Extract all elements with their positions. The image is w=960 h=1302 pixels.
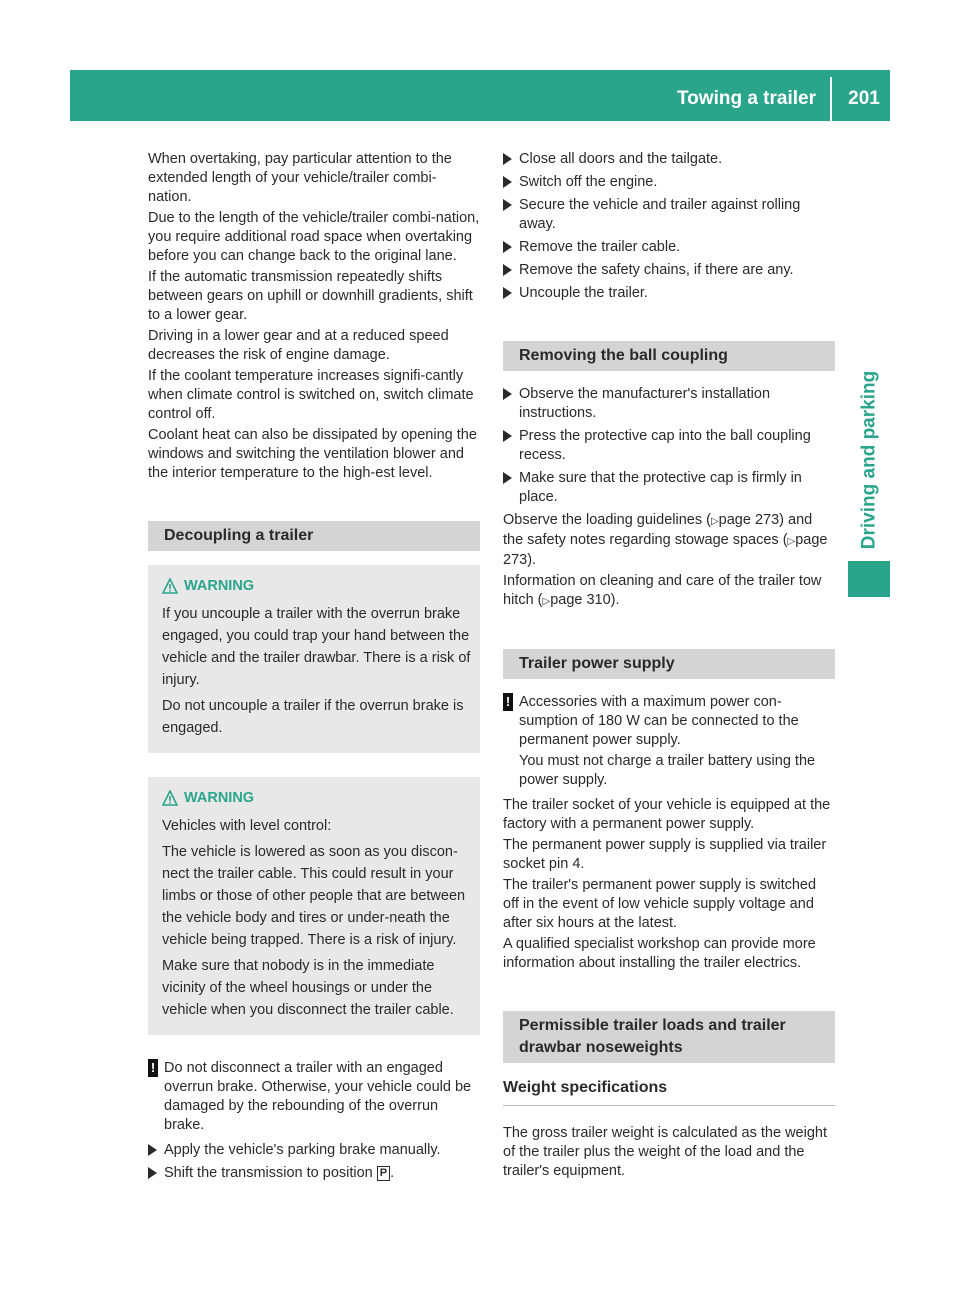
arrow-right-icon <box>503 430 512 442</box>
step-text: Remove the trailer cable. <box>519 239 681 255</box>
warning-box <box>148 565 480 753</box>
exclamation-icon: ! <box>148 1059 158 1077</box>
section-heading-decoupling: Decoupling a trailer <box>148 521 480 551</box>
paragraph: If the automatic transmission repeatedly shifts between gears on uphill or downhill gradients, shift to a lower gear. <box>148 269 473 323</box>
text: page 273) and the safety notes regarding stowage spaces ( <box>503 512 813 548</box>
warning-text: If you uncouple a trailer with the overrun brake engaged, you could trap your hand between the vehicle and the trailer drawbar. There is a risk of injury. <box>162 606 471 688</box>
warning-label: WARNING <box>184 578 255 594</box>
paragraph: Coolant heat can also be dissipated by opening the windows and switching the ventilation blower and the interior temperature to the high-est level. <box>148 427 477 481</box>
arrow-right-icon <box>148 1144 157 1156</box>
step-item <box>503 173 835 192</box>
arrow-right-icon <box>503 176 512 188</box>
step-text: Make sure that the protective cap is firmly in place. <box>519 470 802 505</box>
step-item <box>503 150 835 169</box>
step-item <box>503 427 835 465</box>
step-item <box>503 261 835 280</box>
notice-text: Do not disconnect a trailer with an engaged overrun brake. Otherwise, your vehicle could be damaged by the rebounding of the overrun brake. <box>164 1060 472 1133</box>
step-text: Switch off the engine. <box>519 174 658 190</box>
page-ref-arrow-icon: ▷ <box>787 536 796 547</box>
paragraph: When overtaking, pay particular attention to the extended length of your vehicle/trailer combi-nation. <box>148 151 452 205</box>
paragraph: The trailer's permanent power supply is switched off in the event of low vehicle supply voltage and after six hours at the latest. <box>503 877 817 931</box>
arrow-right-icon <box>503 264 512 276</box>
arrow-right-icon <box>503 472 512 484</box>
notice <box>148 1059 480 1135</box>
page-title: Towing a trailer <box>676 88 816 109</box>
notice-text: Accessories with a maximum power con-sumption of 180 W can be connected to the permanent power supply. <box>519 694 799 748</box>
paragraph: If the coolant temperature increases signifi-cantly when climate control is switched on, switch climate control off. <box>148 368 474 422</box>
step-text: Remove the safety chains, if there are any. <box>519 262 794 278</box>
page-ref-arrow-icon: ▷ <box>710 516 719 527</box>
warning-triangle-icon <box>162 578 178 594</box>
arrow-right-icon <box>503 199 512 211</box>
text: page 310). <box>550 592 620 608</box>
step-item <box>503 385 835 423</box>
section-heading-ball-coupling: Removing the ball coupling <box>503 341 835 371</box>
step-item: Shift the transmission to position P . <box>148 1164 480 1183</box>
arrow-right-icon <box>503 241 512 253</box>
step-item <box>503 469 835 507</box>
paragraph <box>503 511 835 570</box>
text: Information on cleaning and care of the trailer tow hitch ( <box>503 573 822 608</box>
step-text: Shift the transmission to position <box>164 1165 373 1181</box>
page-ref-arrow-icon: ▷ <box>542 596 551 607</box>
step-item <box>503 196 835 234</box>
arrow-right-icon <box>148 1167 157 1179</box>
warning-box <box>148 777 480 1035</box>
step-text: Observe the manufacturer's installation instructions. <box>519 386 771 421</box>
left-column <box>148 150 480 1187</box>
step-item <box>503 238 835 257</box>
paragraph <box>503 572 835 611</box>
side-tab-label: Driving and parking <box>858 370 880 550</box>
subheading-weight-specifications: Weight specifications <box>503 1077 835 1106</box>
step-text: Close all doors and the tailgate. <box>519 151 723 167</box>
page-number: 201 <box>848 88 880 109</box>
right-column <box>503 150 835 1183</box>
arrow-right-icon <box>503 287 512 299</box>
paragraph: The trailer socket of your vehicle is equipped at the factory with a permanent power supply. <box>503 797 831 832</box>
warning-triangle-icon <box>162 790 178 806</box>
warning-text: Do not uncouple a trailer if the overrun brake is engaged. <box>162 698 464 736</box>
step-text: Uncouple the trailer. <box>519 285 648 301</box>
text: page 273). <box>503 532 828 568</box>
warning-text: Make sure that nobody is in the immediate vicinity of the wheel housings or under the vehicle when you disconnect the trailer cable. <box>162 958 454 1018</box>
arrow-right-icon <box>503 153 512 165</box>
notice-text: You must not charge a trailer battery using the power supply. <box>519 753 816 788</box>
text: Observe the loading guidelines ( <box>503 512 711 528</box>
notice <box>503 693 835 790</box>
section-heading-power-supply: Trailer power supply <box>503 649 835 679</box>
step-text: Press the protective cap into the ball coupling recess. <box>519 428 811 463</box>
step-item <box>148 1141 480 1160</box>
warning-text: Vehicles with level control: <box>162 818 332 834</box>
section-heading-trailer-loads: Permissible trailer loads and trailer drawbar noseweights <box>503 1011 835 1063</box>
paragraph: The permanent power supply is supplied via trailer socket pin 4. <box>503 837 827 872</box>
step-text: Secure the vehicle and trailer against rolling away. <box>519 197 801 232</box>
side-tab-marker <box>848 561 890 597</box>
warning-text: The vehicle is lowered as soon as you discon-nect the trailer cable. This could result in your limbs or those of other people that are between the vehicle body and tires or under-neath the vehicle being trapped. There is a risk of injury. <box>162 844 466 948</box>
warning-label: WARNING <box>184 790 255 806</box>
paragraph: The gross trailer weight is calculated as the weight of the trailer plus the weight of the load and the trailer's equipment. <box>503 1125 827 1179</box>
warning-title <box>162 787 472 809</box>
header-divider <box>830 77 832 121</box>
warning-title <box>162 575 472 597</box>
step-item <box>503 284 835 303</box>
exclamation-icon: ! <box>503 693 513 711</box>
step-text: Apply the vehicle's parking brake manually. <box>164 1142 441 1158</box>
paragraph: Driving in a lower gear and at a reduced speed decreases the risk of engine damage. <box>148 328 449 363</box>
park-position-icon: P <box>377 1166 390 1181</box>
paragraph: Due to the length of the vehicle/trailer combi-nation, you require additional road space when overtaking before you can change back to the original lane. <box>148 210 480 264</box>
paragraph: A qualified specialist workshop can provide more information about installing the trailer electrics. <box>503 936 816 971</box>
arrow-right-icon <box>503 388 512 400</box>
